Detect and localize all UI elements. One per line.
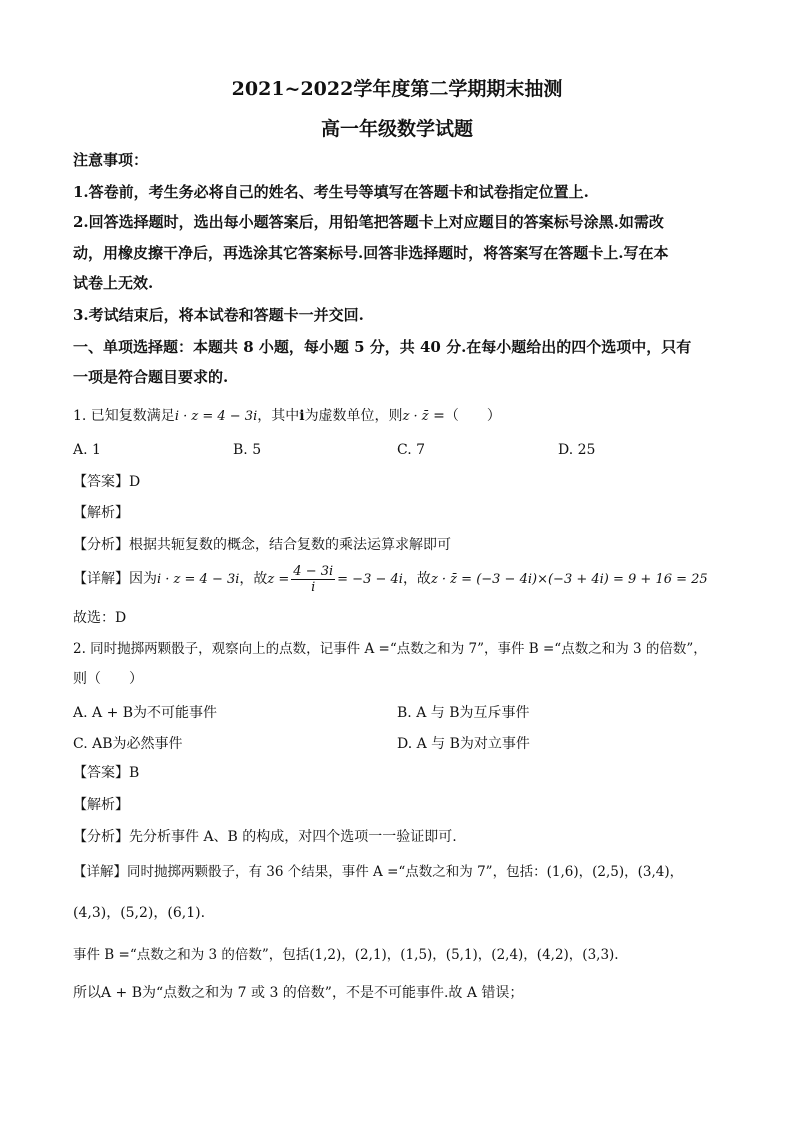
q2-answer: 【答案】B: [73, 765, 140, 781]
q1-conclusion: 故选：D: [73, 610, 127, 626]
q1-detail-text-a: 【详解】因为: [73, 571, 157, 587]
q1-fraction-numerator: 4 − 3i: [293, 563, 334, 579]
q1-imaginary-unit: i: [299, 408, 305, 424]
notice-item-2-line-2: 动，用橡皮擦干净后，再选涂其它答案标号.回答非选择题时，将答案写在答题卡上.写在本: [73, 244, 669, 262]
notice-item-1: 1.答卷前，考生务必将自己的姓名、考生号等填写在答题卡和试卷指定位置上.: [73, 183, 589, 201]
q1-detail-equation-1: i · z = 4 − 3i: [157, 572, 240, 587]
section-heading-line-2: 一项是符合题目要求的.: [73, 368, 229, 386]
q1-stem-equation: i · z = 4 − 3i: [174, 409, 258, 424]
q2-option-a: A. A + B为不可能事件: [73, 705, 218, 721]
q1-detail-equation-3: z · z̄ = (−3 − 4i)×(−3 + 4i) = 9 + 16 = 25: [430, 572, 708, 587]
q1-stem-text-d: =（ ）: [428, 408, 501, 424]
q2-jiexi-label: 【解析】: [73, 797, 129, 813]
q1-detail: [73, 560, 708, 599]
question-1-stem: [73, 406, 501, 427]
q1-detail-z: z =: [267, 572, 290, 587]
q2-analysis: 【分析】先分析事件 A、B 的构成，对四个选项一一验证即可.: [73, 829, 457, 845]
q2-detail-line-4: 所以A + B为“点数之和为 7 或 3 的倍数”，不是不可能事件.故 A 错误；: [73, 985, 524, 1001]
q2-detail-line-3: 事件 B =“点数之和为 3 的倍数”，包括(1,2)，(2,1)，(1,5)，(5,1)，(2,4)，(4,2)，(3,3).: [73, 947, 619, 963]
q1-stem-text-b: ，其中: [257, 408, 300, 424]
page-title: 2021~2022学年度第二学期期末抽测: [231, 78, 563, 100]
q2-option-c: C. AB为必然事件: [73, 736, 183, 752]
notice-item-2-line-3: 试卷上无效.: [73, 274, 154, 292]
q2-option-b: B. A 与 B为互斥事件: [397, 705, 530, 721]
q1-stem-text-a: 1. 已知复数满足: [73, 408, 175, 424]
q1-option-c: C. 7: [397, 442, 426, 458]
q1-stem-text-c: 为虚数单位，则: [304, 408, 403, 424]
notice-heading: 注意事项：: [73, 151, 149, 169]
q1-stem-expression: z · z̄: [402, 409, 429, 424]
q1-answer: 【答案】D: [73, 474, 141, 490]
q1-fraction-denominator: i: [311, 579, 316, 595]
notice-item-3: 3.考试结束后，将本试卷和答题卡一并交回.: [73, 306, 364, 324]
q1-option-b: B. 5: [233, 442, 262, 458]
q1-detail-equation-2: = −3 − 4i: [337, 572, 403, 587]
q1-option-d: D. 25: [558, 442, 596, 458]
q2-detail-line-2: (4,3)，(5,2)，(6,1).: [73, 905, 206, 921]
q2-option-d: D. A 与 B为对立事件: [397, 736, 530, 752]
q1-detail-text-c: ，故: [402, 571, 431, 587]
section-heading-line-1: 一、单项选择题：本题共 8 小题，每小题 5 分，共 40 分.在每小题给出的四个选项中，只有: [73, 338, 692, 356]
q1-detail-text-b: ，故: [239, 571, 268, 587]
notice-item-2-line-1: 2.回答选择题时，选出每小题答案后，用铅笔把答题卡上对应题目的答案标号涂黑.如需改: [73, 213, 664, 231]
q1-option-a: A. 1: [73, 442, 101, 458]
q1-detail-fraction: [291, 564, 335, 595]
q2-stem-line-2: 则（ ）: [73, 671, 143, 687]
q2-stem-line-1: 2. 同时抛掷两颗骰子，观察向上的点数，记事件 A =“点数之和为 7”，事件 B =“点数之和为 3 的倍数”，: [73, 641, 707, 657]
q1-analysis: 【分析】根据共轭复数的概念，结合复数的乘法运算求解即可: [73, 537, 451, 553]
q2-detail-line-1: 【详解】同时抛掷两颗骰子，有 36 个结果，事件 A =“点数之和为 7”，包括：(1,6)，(2,5)，(3,4)，: [73, 864, 684, 880]
q1-jiexi-label: 【解析】: [73, 505, 129, 521]
page-subtitle: 高一年级数学试题: [320, 118, 473, 140]
